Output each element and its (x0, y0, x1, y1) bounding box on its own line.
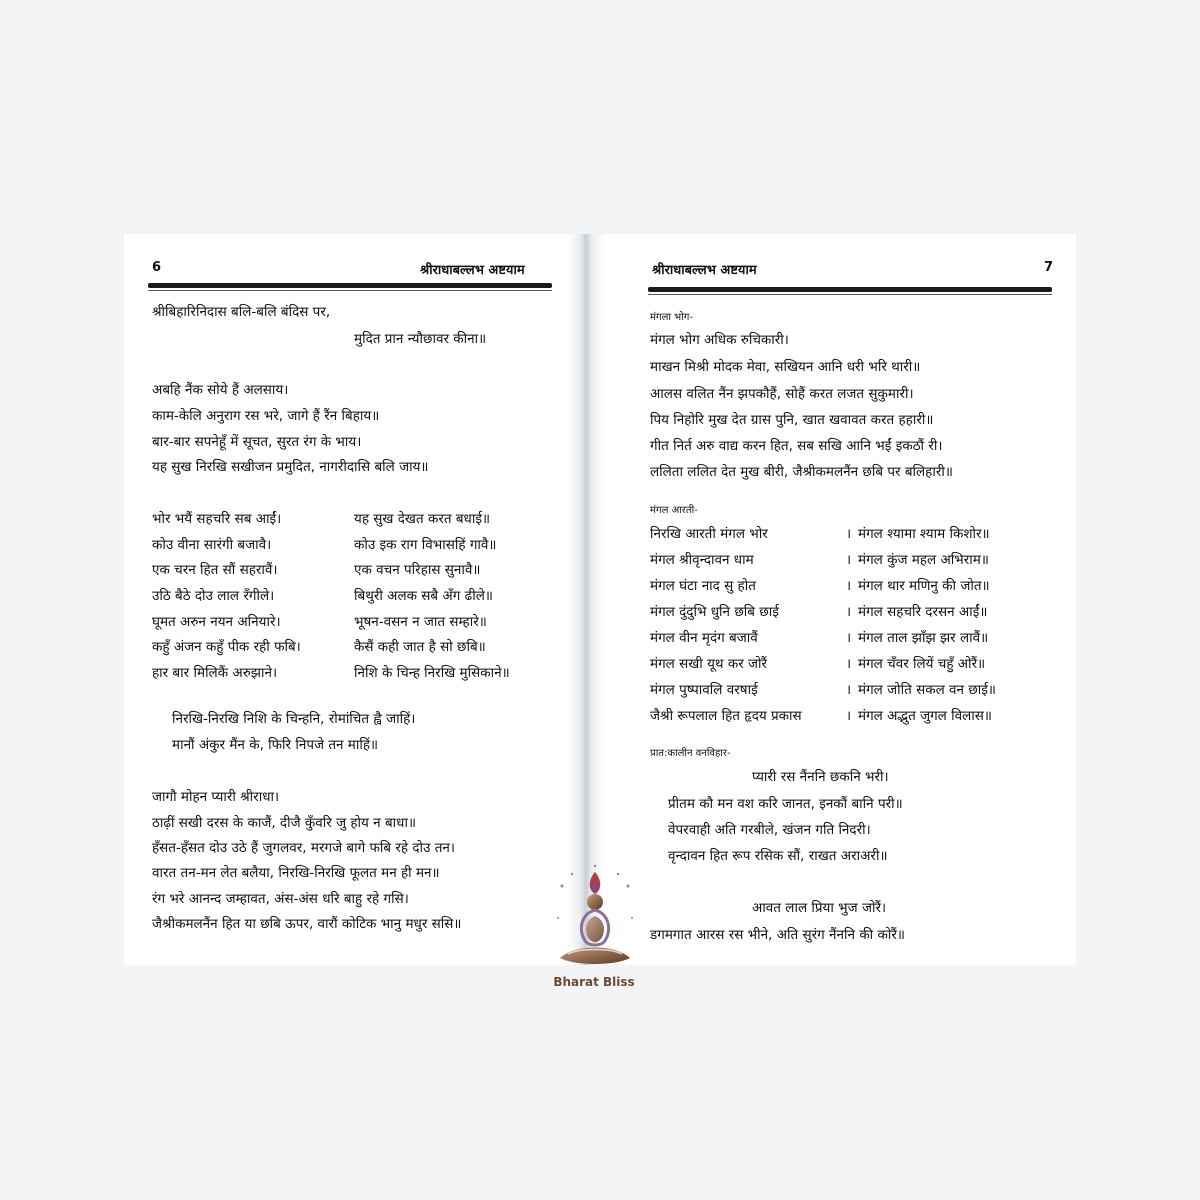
verse-half-b: बिथुरी अलक सबै अँग ढीले॥ (354, 588, 493, 604)
right-page-header-title: श्रीराधाबल्लभ अष्टयाम (652, 263, 757, 278)
verse-half-b: यह सुख देखत करत बधाई॥ (354, 511, 491, 527)
verse-half-b: कैसैं कही जात है सो छबि॥ (354, 639, 486, 655)
verse-line: डगमगात आरस रस भीने, अति सुरंग नैंननि की कोरैं॥ (650, 927, 905, 943)
verse-half-a: घूमत अरुन नयन अनियारे। (152, 614, 281, 630)
right-page: श्रीराधाबल्लभ अष्टयाम 7 मंगला भोग- मंगल भोग अधिक रुचिकारी। माखन मिश्री मोदक मेवा, सखियन आनि धरी भरि थारी॥ आलस वलित नैंन झपकौहैं, सोहैं करत लजत सुकुमारी। पिय निहोरि मुख देत ग्रास पुनि, खात खवावत करत हहारी॥ गीत निर्त अरु वाद्य करन हित, सब सखि आनि भईं इकठौं री। ललिता ललित देत मुख बीरी, जैश्रीकमलनैंन छबि पर बलिहारी॥ मंगल आरती- निरखि आरती मंगल भोर । मंगल श्यामा श्याम किशोर॥ मंगल श्रीवृन्दावन धाम । मंगल कुंज महल अभिराम॥ मंगल घंटा नाद सु होत । मंगल थार मणिनु की जोत॥ मंगल दुंदुभि धुनि छबि छाई । मंगल सहचरि दरसन आईं॥ मंगल वीन मृदंग बजावैं । मंगल ताल झाँझ झर लावैं॥ मंगल सखी यूथ कर जोरैं । मंगल चँवर लियें चहुँ ओरैं॥ मंगल पुष्पावलि वरषाई । मंगल जोति सकल वन छाई॥ जैश्री रूपलाल हित हृदय प्रकास । मंगल अद्भुत जुगल विलास॥ प्रात:कालीन वनविहार- प्यारी रस नैंननि छकनि भरी। प्रीतम कौ मन वश करि जानत, इनकौं बानि परी॥ वेपरवाही अति गरबीले, खंजन गति निदरी। वृन्दावन हित रूप रसिक सौं, राखत अराअरी॥ आवत लाल प्रिया भुज जोरैं। डगमगात आरस रस भीने, अति सुरंग नैंननि की कोरैं॥ (650, 260, 1054, 943)
verse-half-b: भूषन-वसन न जात सम्हारे॥ (354, 614, 487, 630)
verse-half-b: एक वचन परिहास सुनावै॥ (354, 562, 481, 578)
left-header-rule (148, 283, 552, 288)
couplet-line: मानौं अंकुर मैंन के, फिरि निपजे तन माहिं॥ (172, 737, 379, 753)
verse-half-b: कोउ इक राग विभासहिं गावै॥ (354, 537, 497, 553)
aarti-half-a: मंगल दुंदुभि धुनि छबि छाई (650, 604, 779, 620)
aarti-half-a: मंगल घंटा नाद सु होत (650, 578, 756, 594)
verse-half-b: निशि के चिन्ह निरखि मुसिकाने॥ (354, 665, 510, 681)
verse-half-a: उठि बैठे दोउ लाल रँगीले। (152, 588, 275, 604)
verse-half-a: कहुँ अंजन कहुँ पीक रही फबि। (152, 639, 301, 655)
verse-half-a: भोर भयैं सहचरि सब आईं। (152, 511, 282, 527)
left-page (124, 234, 576, 965)
aarti-half-a: मंगल श्रीवृन्दावन धाम (650, 552, 754, 568)
right-header-rule-thin (648, 294, 1052, 295)
aarti-half-b: मंगल ताल झाँझ झर लावैं॥ (858, 630, 989, 646)
verse-line: मंगल भोग अधिक रुचिकारी। (650, 332, 789, 348)
left-header-rule-thin (148, 290, 552, 291)
left-page-header-title: श्रीराधाबल्लभ अष्टयाम (420, 263, 525, 278)
verse-line: काम-केलि अनुराग रस भरे, जागे हैं रैंन बिहाय॥ (152, 408, 380, 424)
left-page-number: 6 (152, 260, 162, 275)
aarti-half-a: मंगल पुष्पावलि वरषाई (650, 682, 758, 698)
couplet-line: निरखि-निरखि निशि के चिन्हनि, रोमांचित ह्वै जाहिं। (172, 711, 416, 727)
verse-line: वृन्दावन हित रूप रसिक सौं, राखत अराअरी॥ (668, 848, 888, 864)
right-page-number: 7 (1044, 260, 1054, 275)
section-label: मंगला भोग- (650, 312, 694, 323)
brand-name: Bharat Bliss (553, 975, 635, 989)
verse-half-a: कोउ वीना सारंगी बजावै। (152, 537, 272, 553)
verse-line: ललिता ललित देत मुख बीरी, जैश्रीकमलनैंन छबि पर बलिहारी॥ (650, 464, 953, 480)
aarti-half-b: मंगल श्यामा श्याम किशोर॥ (858, 526, 990, 542)
verse-line: रंग भरे आनन्द जम्हावत, अंस-अंस धरि बाहु रहे गसि। (152, 891, 409, 907)
verse-half-a: हार बार मिलिकैं अरुझाने। (152, 665, 278, 681)
aarti-half-a: मंगल सखी यूथ कर जोरैं (650, 656, 768, 672)
verse-line: पिय निहोरि मुख देत ग्रास पुनि, खात खवावत करत हहारी॥ (650, 412, 934, 428)
verse-line: आवत लाल प्रिया भुज जोरैं। (752, 900, 887, 916)
verse-line: हँसत-हँसत दोउ उठे हैं जुगलवर, मरगजे बागे फबि रहे दोउ तन। (152, 840, 456, 856)
right-header-rule (648, 287, 1052, 292)
verse-line: वेपरवाही अति गरबीले, खंजन गति निदरी। (668, 822, 871, 838)
aarti-half-b: मंगल सहचरि दरसन आईं॥ (858, 604, 988, 620)
verse-line: आलस वलित नैंन झपकौहैं, सोहैं करत लजत सुकुमारी। (650, 386, 914, 402)
verse-line: जागौ मोहन प्यारी श्रीराधा। (152, 789, 280, 805)
verse-line: प्रीतम कौ मन वश करि जानत, इनकौं बानि परी॥ (668, 796, 903, 812)
aarti-half-b: मंगल चँवर लियें चहुँ ओरैं॥ (858, 656, 986, 672)
aarti-half-a: जैश्री रूपलाल हित हृदय प्रकास (650, 708, 802, 724)
book-spread (124, 234, 1076, 965)
verse-line: बार-बार सपनेहूँ में सूचत, सुरत रंग के भाय। (152, 434, 362, 450)
verse-line: यह सुख निरखि सखीजन प्रमुदित, नागरीदासि बलि जाय॥ (152, 459, 429, 475)
intro-line: मुदित प्रान न्यौछावर कीना॥ (354, 331, 487, 347)
aarti-half-a: मंगल वीन मृदंग बजावैं (650, 630, 758, 646)
aarti-half-b: मंगल थार मणिनु की जोत॥ (858, 578, 990, 594)
aarti-half-b: मंगल कुंज महल अभिराम॥ (858, 552, 989, 568)
aarti-half-b: मंगल जोति सकल वन छाई॥ (858, 682, 997, 698)
verse-line: वारत तन-मन लेत बलैया, निरखि-निरखि फूलत मन ही मन॥ (152, 865, 440, 881)
verse-line: माखन मिश्री मोदक मेवा, सखियन आनि धरी भरि थारी॥ (650, 359, 921, 375)
aarti-half-b: मंगल अद्भुत जुगल विलास॥ (858, 708, 992, 724)
verse-line: अबहि नैंक सोये हैं अलसाय। (152, 382, 289, 398)
section-label: मंगल आरती- (650, 505, 698, 516)
verse-line: प्यारी रस नैंननि छकनि भरी। (752, 769, 889, 785)
verse-line: जैश्रीकमलनैंन हित या छबि ऊपर, वारौं कोटिक भानु मधुर ससि॥ (152, 916, 462, 932)
intro-line: श्रीबिहारिनिदास बलि-बलि बंदिस पर, (152, 304, 331, 320)
verse-line: गीत निर्त अरु वाद्य करन हित, सब सखि आनि भईं इकठौं री। (650, 438, 943, 454)
section-label: प्रात:कालीन वनविहार- (650, 748, 731, 759)
verse-line: ठाढ़ीं सखी दरस के काजैं, दीजै कुँवरि जु होय न बाधा॥ (152, 815, 417, 831)
aarti-half-a: निरखि आरती मंगल भोर (650, 526, 768, 542)
verse-half-a: एक चरन हित सौं सहरावैं। (152, 562, 278, 578)
